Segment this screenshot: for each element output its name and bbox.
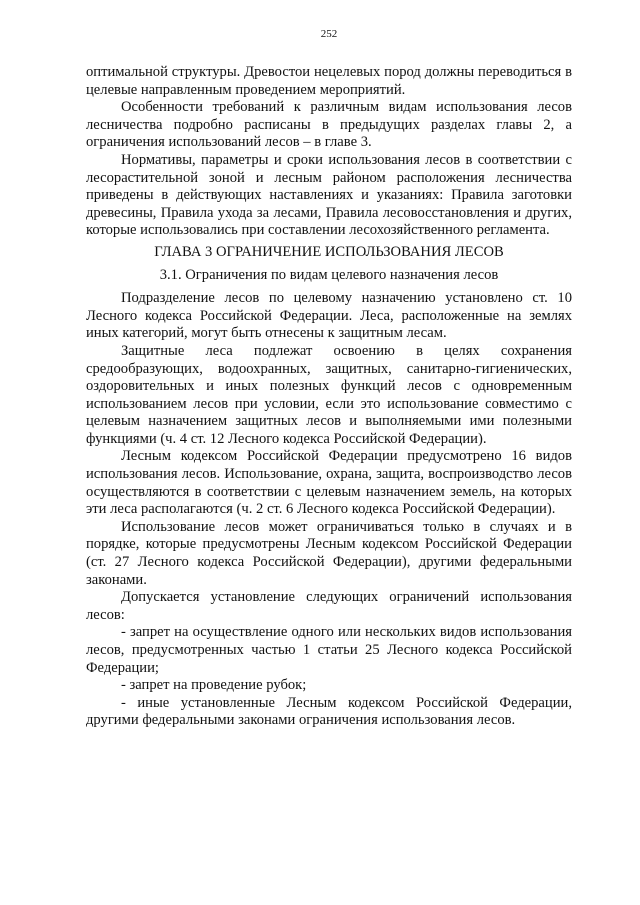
list-item: - иные установленные Лесным кодексом Российской Федерации, другими федеральными законами ограничения использования лесов.: [86, 694, 572, 729]
page-number: 252: [320, 28, 338, 40]
paragraph: Защитные леса подлежат освоению в целях сохранения средообразующих, водоохранных, защитных, санитарно-гигиенических, оздоровительных и иных полезных функций лесов с одновременным использованием лесов при условии, если это использование совместимо с целевым назначением защитных лесов и выполняемыми ими полезными функциями (ч. 4 ст. 12 Лесного кодекса Российской Федерации).: [86, 342, 572, 447]
paragraph: оптимальной структуры. Древостои нецелевых пород должны переводиться в целевые направленным проведением мероприятий.: [86, 64, 572, 98]
section-title: 3.1. Ограничения по видам целевого назначения лесов: [159, 266, 499, 283]
paragraph: Нормативы, параметры и сроки использования лесов в соответствии с лесорастительной зоной и лесным районом расположения лесничества приведены в действующих наставлениях и указаниях: Правила заготовки древесины, Правила ухода за лесами, Правила лесовосстановления и других, которые использовались при составлении лесохозяйственного регламента.: [86, 151, 572, 239]
paragraph: Подразделение лесов по целевому назначению установлено ст. 10 Лесного кодекса Российской Федерации. Леса, расположенные на землях иных категорий, могут быть отнесены к защитным лесам.: [86, 290, 572, 342]
list-item: - запрет на проведение рубок;: [121, 677, 307, 694]
list-item: - запрет на осуществление одного или нескольких видов использования лесов, предусмотренных частью 1 статьи 25 Лесного кодекса Российской Федерации;: [86, 624, 572, 676]
chapter-title: ГЛАВА 3 ОГРАНИЧЕНИЕ ИСПОЛЬЗОВАНИЯ ЛЕСОВ: [154, 243, 504, 260]
paragraph: Лесным кодексом Российской Федерации предусмотрено 16 видов использования лесов. Использование, охрана, защита, воспроизводство лесов осуществляются в соответствии с целевым назначением земель, на которых эти леса располагаются (ч. 2 ст. 6 Лесного кодекса Российской Федерации).: [86, 448, 572, 518]
paragraph: Особенности требований к различным видам использования лесов лесничества подробно расписаны в предыдущих разделах главы 2, а ограничения использований лесов – в главе 3.: [86, 99, 572, 151]
document-page: [86, 28, 572, 730]
paragraph: Использование лесов может ограничиваться только в случаях и в порядке, которые предусмотрены Лесным кодексом Российской Федерации (ст. 27 Лесного кодекса Российской Федерации), другими федеральными законами.: [86, 518, 572, 588]
paragraph: Допускается установление следующих ограничений использования лесов:: [86, 589, 572, 623]
